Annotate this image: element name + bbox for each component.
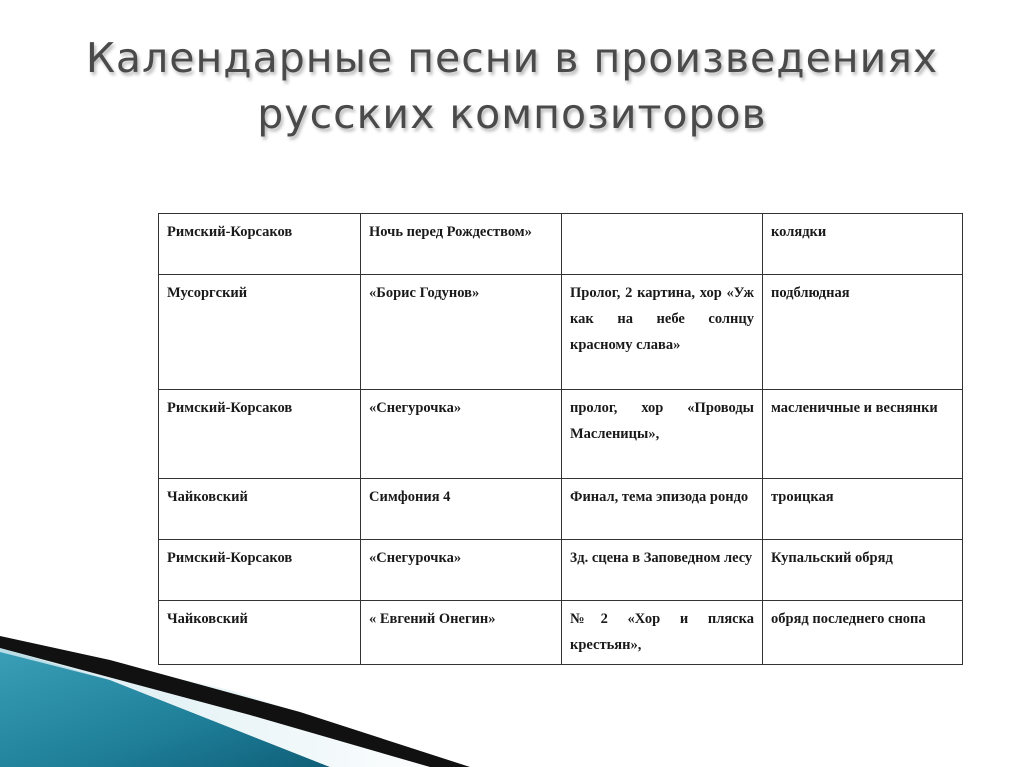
episode-cell: Пролог, 2 картина, хор «Уж как на небе солнцу красному слава» xyxy=(562,275,763,390)
table-row xyxy=(159,390,963,479)
slide-title xyxy=(40,30,984,142)
episode-cell: пролог, хор «Проводы Масленицы», xyxy=(562,390,763,479)
genre-cell: подблюдная xyxy=(763,275,963,390)
episode-cell: Финал, тема эпизода рондо xyxy=(562,479,763,540)
composer-cell: Римский-Корсаков xyxy=(159,540,361,601)
composer-cell: Чайковский xyxy=(159,601,361,665)
work-cell: Симфония 4 xyxy=(361,479,562,540)
composer-cell: Римский-Корсаков xyxy=(159,214,361,275)
episode-cell: 3д. сцена в Заповедном лесу xyxy=(562,540,763,601)
composer-cell: Мусоргский xyxy=(159,275,361,390)
episode-cell xyxy=(562,214,763,275)
table-row xyxy=(159,540,963,601)
work-cell: «Снегурочка» xyxy=(361,540,562,601)
slide-title-line-1: Календарные песни в произведениях xyxy=(85,34,939,82)
slide-title-line-2: русских композиторов xyxy=(257,90,767,138)
composer-cell: Чайковский xyxy=(159,479,361,540)
work-cell: «Снегурочка» xyxy=(361,390,562,479)
genre-cell: троицкая xyxy=(763,479,963,540)
composer-cell: Римский-Корсаков xyxy=(159,390,361,479)
genre-cell: колядки xyxy=(763,214,963,275)
work-cell: «Борис Годунов» xyxy=(361,275,562,390)
teal-wedge xyxy=(0,648,330,767)
work-cell: « Евгений Онегин» xyxy=(361,601,562,665)
table-row xyxy=(159,601,963,665)
genre-cell: Купальский обряд xyxy=(763,540,963,601)
work-cell: Ночь перед Рождеством» xyxy=(361,214,562,275)
genre-cell: обряд последнего снопа xyxy=(763,601,963,665)
songs-table xyxy=(158,213,963,665)
table-row xyxy=(159,479,963,540)
table-row xyxy=(159,214,963,275)
episode-cell: №2 «Хор и пляска крестьян», xyxy=(562,601,763,665)
genre-cell: масленичные и веснянки xyxy=(763,390,963,479)
table-row xyxy=(159,275,963,390)
